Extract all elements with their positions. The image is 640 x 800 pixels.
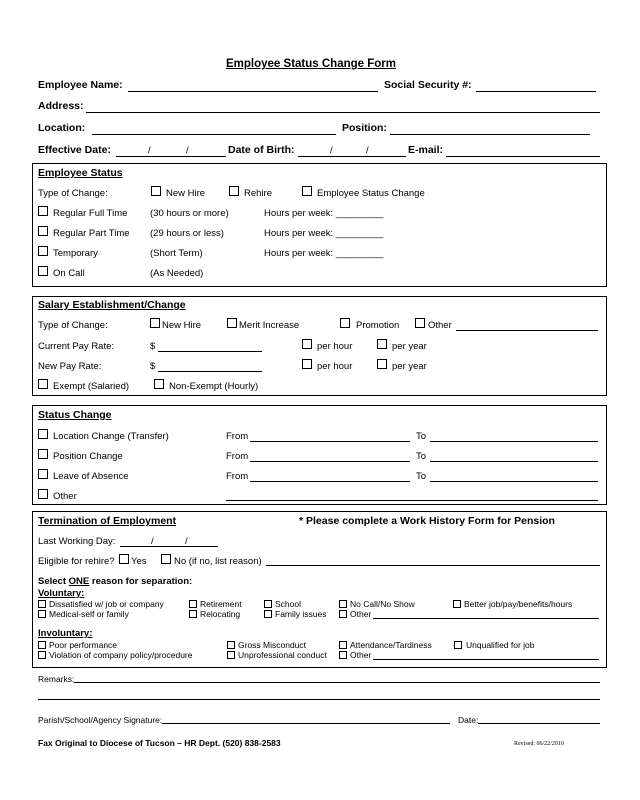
new-per-year-checkbox[interactable] [377,359,387,369]
invol-other-checkbox[interactable] [339,651,347,659]
fax-instructions: Fax Original to Diocese of Tucson – HR Dept. (520) 838-2583 [38,738,281,748]
exempt-checkbox[interactable] [38,379,48,389]
date-slash: / [148,145,151,156]
status-row-note: (Short Term) [150,248,203,259]
from-label: From [226,471,249,482]
new-pay-rate-label: New Pay Rate: [38,361,102,372]
rehire-reason-field[interactable] [266,565,600,566]
on-call-checkbox[interactable] [38,266,48,276]
better-job-checkbox[interactable] [453,600,461,608]
position-change-checkbox[interactable] [38,449,48,459]
non-exempt-checkbox[interactable] [154,379,164,389]
medical-label: Medical-self or family [49,609,129,619]
non-exempt-label: Non-Exempt (Hourly) [169,381,259,392]
hours-per-week-field[interactable]: Hours per week: _________ [264,228,384,239]
salary-heading: Salary Establishment/Change [38,299,186,311]
retirement-label: Retirement [200,599,242,609]
hours-per-week-field[interactable]: Hours per week: _________ [264,248,384,259]
new-pay-rate-field[interactable] [158,371,262,372]
status-row-label: Regular Full Time [53,208,128,219]
salary-other-field[interactable] [456,330,598,331]
no-call-label: No Call/No Show [350,599,415,609]
select-reason-one: ONE [68,576,90,587]
email-label: E-mail: [408,144,444,156]
retirement-checkbox[interactable] [189,600,197,608]
status-row-note: (30 hours or more) [150,208,229,219]
status-row-label: Temporary [53,248,98,259]
employee-status-heading: Employee Status [38,167,123,179]
address-field[interactable] [86,112,600,113]
last-working-day-field[interactable] [120,546,218,547]
status-other-field[interactable] [226,500,598,501]
to-field[interactable] [430,481,598,482]
effective-date-field[interactable] [116,156,226,157]
status-change-checkbox[interactable] [302,186,312,196]
family-issues-label: Family issues [275,609,327,619]
dob-field[interactable] [298,156,406,157]
unqualified-checkbox[interactable] [454,641,462,649]
last-working-day-label: Last Working Day: [38,536,116,547]
per-year-label: per year [392,341,427,352]
effective-date-label: Effective Date: [38,144,111,156]
select-reason-post: reason for separation: [89,576,193,587]
signature-field[interactable] [162,723,450,724]
invol-other-label: Other [350,650,372,660]
salary-type-label: Type of Change: [38,320,108,331]
rehire-no-label: No (if no, list reason) [174,556,262,567]
date-field[interactable] [478,723,600,724]
email-field[interactable] [446,156,600,157]
to-label: To [416,431,427,442]
school-checkbox[interactable] [264,600,272,608]
revision-date: Revised: 06/22/2010 [514,741,564,747]
page-title: Employee Status Change Form [226,58,396,70]
position-label: Position: [342,122,387,134]
better-job-label: Better job/pay/benefits/hours [464,599,573,609]
new-hire-label: New Hire [166,188,206,199]
gross-misconduct-label: Gross Misconduct [238,640,307,650]
new-per-hour-checkbox[interactable] [302,359,312,369]
per-hour-label: per hour [317,341,353,352]
status-change-row-label: Other [53,491,77,502]
unqualified-label: Unqualified for job [466,640,535,650]
medical-checkbox[interactable] [38,610,46,618]
employee-status-section [32,163,607,287]
date-label: Date: [458,715,479,725]
status-change-row-label: Position Change [53,451,123,462]
relocating-checkbox[interactable] [189,610,197,618]
dissatisfied-label: Dissatisfied w/ job or company [49,599,164,609]
vol-other-label: Other [350,609,372,619]
dob-label: Date of Birth: [228,144,295,156]
remarks-label: Remarks: [38,674,75,684]
status-change-label: Employee Status Change [317,188,425,199]
position-field[interactable] [390,134,590,135]
status-other-checkbox[interactable] [38,489,48,499]
date-slash: / [330,145,333,156]
gross-misconduct-checkbox[interactable] [227,641,235,649]
rehire-yes-checkbox[interactable] [119,554,129,564]
family-issues-checkbox[interactable] [264,610,272,618]
date-slash: / [366,145,369,156]
involuntary-heading: Involuntary: [38,628,93,639]
per-year-label: per year [392,361,427,372]
from-field[interactable] [250,481,410,482]
select-reason-pre: Select [38,576,69,587]
to-label: To [416,451,427,462]
termination-heading: Termination of Employment [38,515,177,527]
temporary-checkbox[interactable] [38,246,48,256]
current-pay-rate-label: Current Pay Rate: [38,341,115,352]
from-label: From [226,431,249,442]
poor-performance-checkbox[interactable] [38,641,46,649]
salary-other-label: Other [428,320,452,331]
eligible-rehire-label: Eligible for rehire? [38,556,115,567]
relocating-label: Relocating [200,609,241,619]
regular-full-time-checkbox[interactable] [38,206,48,216]
date-slash: / [185,536,188,547]
date-slash: / [151,536,154,547]
to-field[interactable] [430,441,598,442]
dissatisfied-checkbox[interactable] [38,600,46,608]
per-hour-label: per hour [317,361,353,372]
vol-other-checkbox[interactable] [339,610,347,618]
vol-other-field[interactable] [373,618,599,619]
salary-new-hire-checkbox[interactable] [150,318,160,328]
current-per-hour-checkbox[interactable] [302,339,312,349]
dollar-sign: $ [150,361,156,372]
current-per-year-checkbox[interactable] [377,339,387,349]
date-slash: / [186,145,189,156]
status-row-label: Regular Part Time [53,228,130,239]
dollar-sign: $ [150,341,156,352]
remarks-field[interactable] [74,682,600,683]
merit-increase-checkbox[interactable] [227,318,237,328]
status-change-heading: Status Change [38,409,112,421]
employee-name-field[interactable] [128,91,378,92]
select-reason-label [38,576,192,587]
from-field[interactable] [250,441,410,442]
rehire-no-checkbox[interactable] [161,554,171,564]
to-label: To [416,471,427,482]
status-row-note: (29 hours or less) [150,228,224,239]
ssn-label: Social Security #: [384,79,472,91]
attendance-checkbox[interactable] [339,641,347,649]
violation-label: Violation of company policy/procedure [49,650,193,660]
promotion-checkbox[interactable] [340,318,350,328]
hours-per-week-field[interactable]: Hours per week: _________ [264,208,384,219]
unprofessional-label: Unprofessional conduct [238,650,327,660]
school-label: School [275,599,301,609]
ssn-field[interactable] [476,91,596,92]
new-hire-checkbox[interactable] [151,186,161,196]
salary-other-checkbox[interactable] [415,318,425,328]
leave-of-absence-checkbox[interactable] [38,469,48,479]
merit-increase-label: Merit Increase [239,320,300,331]
address-label: Address: [38,100,84,112]
status-change-row-label: Leave of Absence [53,471,129,482]
status-change-row-label: Location Change (Transfer) [53,431,169,442]
rehire-label: Rehire [244,188,272,199]
from-label: From [226,451,249,462]
salary-new-hire-label: New Hire [162,320,202,331]
status-row-note: (As Needed) [150,268,204,279]
location-change-checkbox[interactable] [38,429,48,439]
pension-note: * Please complete a Work History Form for Pension [299,515,555,527]
current-pay-rate-field[interactable] [158,351,262,352]
signature-label: Parish/School/Agency Signature: [38,715,163,725]
promotion-label: Promotion [356,320,400,331]
type-of-change-label: Type of Change: [38,188,108,199]
employee-name-label: Employee Name: [38,79,123,91]
attendance-label: Attendance/Tardiness [350,640,432,650]
rehire-yes-label: Yes [131,556,147,567]
unprofessional-checkbox[interactable] [227,651,235,659]
status-row-label: On Call [53,268,85,279]
violation-checkbox[interactable] [38,651,46,659]
location-label: Location: [38,122,86,134]
rehire-checkbox[interactable] [229,186,239,196]
from-field[interactable] [250,461,410,462]
poor-performance-label: Poor performance [49,640,118,650]
exempt-label: Exempt (Salaried) [53,381,130,392]
no-call-checkbox[interactable] [339,600,347,608]
voluntary-heading: Voluntary: [38,588,85,599]
remarks-field-line-2[interactable] [38,699,600,700]
invol-other-field[interactable] [373,659,599,660]
location-field[interactable] [92,134,336,135]
regular-part-time-checkbox[interactable] [38,226,48,236]
to-field[interactable] [430,461,598,462]
